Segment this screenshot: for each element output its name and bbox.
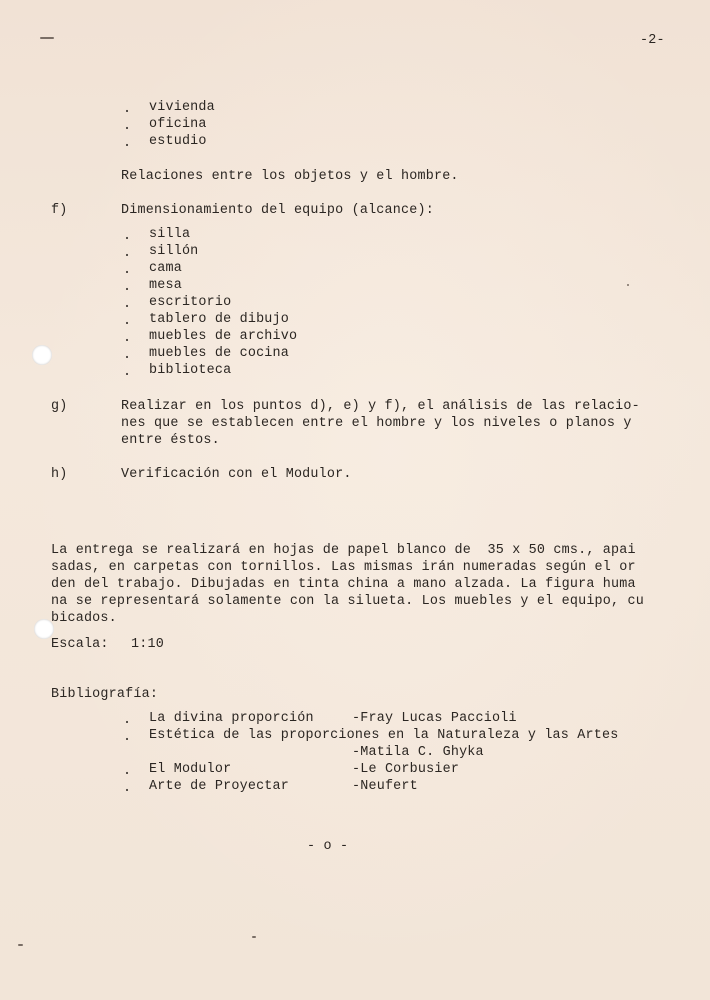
bullet: .	[123, 314, 132, 329]
bullet: .	[123, 246, 132, 261]
scale-label: Escala:	[51, 637, 109, 652]
scale-value: 1:10	[131, 637, 164, 652]
bibliography-work: Estética de las proporciones en la Naturaleza y las Artes	[149, 728, 619, 743]
section-h-text: Verificación con el Modulor.	[121, 467, 352, 482]
list-item: escritorio	[149, 295, 232, 310]
bibliography-work: El Modulor	[149, 762, 232, 777]
list-item: muebles de cocina	[149, 346, 290, 361]
bullet: .	[123, 263, 132, 278]
section-g-line: entre éstos.	[121, 433, 220, 448]
bullet: .	[123, 280, 132, 295]
list-item: oficina	[149, 117, 207, 132]
paper-speck	[40, 37, 54, 39]
bibliography-author: -Neufert	[352, 779, 418, 794]
delivery-line: La entrega se realizará en hojas de papel blanco de 35 x 50 cms., apai	[51, 543, 636, 558]
page-number: -2-	[640, 33, 665, 48]
bullet: .	[123, 331, 132, 346]
bibliography-title: Bibliografía:	[51, 687, 159, 702]
list-item: tablero de dibujo	[149, 312, 290, 327]
bullet: .	[123, 781, 132, 796]
list-item: estudio	[149, 134, 207, 149]
section-h-label: h)	[51, 467, 68, 482]
relations-text: Relaciones entre los objetos y el hombre.	[121, 169, 459, 184]
list-item: mesa	[149, 278, 182, 293]
list-item: cama	[149, 261, 182, 276]
bullet: .	[123, 297, 132, 312]
punch-hole-top	[32, 345, 52, 365]
bullet: .	[123, 136, 132, 151]
section-f-title: Dimensionamiento del equipo (alcance):	[121, 203, 434, 218]
list-item: vivienda	[149, 100, 215, 115]
end-mark: - o -	[307, 839, 349, 854]
bullet: .	[123, 365, 132, 380]
bullet: .	[123, 102, 132, 117]
list-item: muebles de archivo	[149, 329, 298, 344]
section-f-label: f)	[51, 203, 68, 218]
delivery-line: na se representará solamente con la silueta. Los muebles y el equipo, cu	[51, 594, 644, 609]
bibliography-author: -Matila C. Ghyka	[352, 745, 484, 760]
section-g-line: nes que se establecen entre el hombre y los niveles o planos y	[121, 416, 632, 431]
list-item: sillón	[149, 244, 199, 259]
delivery-line: sadas, en carpetas con tornillos. Las mismas irán numeradas según el or	[51, 560, 636, 575]
paper-speck	[252, 936, 256, 938]
paper-speck	[18, 944, 23, 946]
bibliography-work: La divina proporción	[149, 711, 314, 726]
bullet: .	[123, 764, 132, 779]
bullet: .	[123, 730, 132, 745]
delivery-line: den del trabajo. Dibujadas en tinta china a mano alzada. La figura huma	[51, 577, 636, 592]
bullet: .	[123, 119, 132, 134]
bibliography-author: -Le Corbusier	[352, 762, 460, 777]
bullet: .	[123, 229, 132, 244]
section-g-label: g)	[51, 399, 68, 414]
bibliography-work: Arte de Proyectar	[149, 779, 290, 794]
list-item: silla	[149, 227, 191, 242]
bibliography-author: -Fray Lucas Paccioli	[352, 711, 517, 726]
paper-speck	[627, 284, 629, 286]
delivery-line: bicados.	[51, 611, 117, 626]
bullet: .	[123, 713, 132, 728]
list-item: biblioteca	[149, 363, 232, 378]
bullet: .	[123, 348, 132, 363]
section-g-line: Realizar en los puntos d), e) y f), el análisis de las relacio-	[121, 399, 640, 414]
